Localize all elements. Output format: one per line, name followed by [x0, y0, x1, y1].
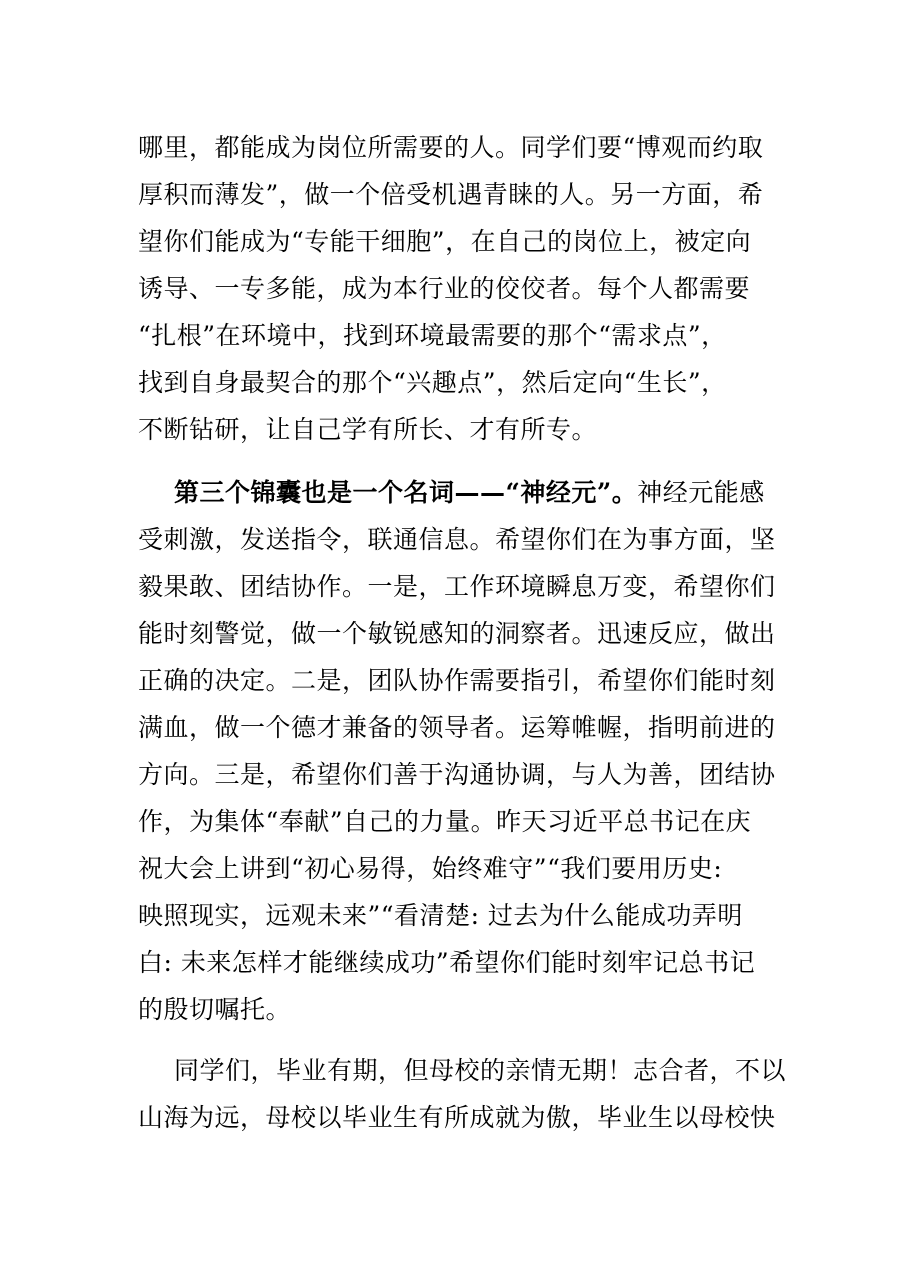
paragraph-first-line: [138, 469, 778, 516]
text-line: 方向。三是，希望你们善于沟通协调，与人为善，团结协: [138, 760, 776, 789]
text-line: 诱导、一专多能，成为本行业的佼佼者。每个人都需要: [138, 274, 751, 303]
text-line: 山海为远，母校以毕业生有所成就为傲，毕业生以母校快: [138, 1103, 776, 1132]
text-line: “扎根”在环境中，找到环境最需要的那个“需求点”，: [138, 321, 727, 350]
text-line: 满血，做一个德才兼备的领导者。运筹帷幄，指明前进的: [138, 713, 776, 742]
paragraph-1: [138, 124, 778, 453]
text-line: 作，为集体“奉献”自己的力量。昨天习近平总书记在庆: [138, 807, 752, 836]
text-line: 找到自身最契合的那个“兴趣点”，然后定向“生长”，: [138, 368, 727, 397]
text-line: 哪里，都能成为岗位所需要的人。同学们要“博观而约取: [138, 133, 764, 162]
section-heading-bold: 第三个锦囊也是一个名词——“神经元”。: [174, 478, 638, 507]
text-line: 正确的决定。二是，团队协作需要指引，希望你们能时刻: [138, 666, 776, 695]
text-line: 望你们能成为“专能干细胞”，在自己的岗位上，被定向: [138, 227, 752, 256]
paragraph-3: [138, 1047, 787, 1141]
text-line: 不断钻研，让自己学有所长、才有所专。: [138, 415, 598, 444]
text-line: 毅果敢、团结协作。一是，工作环境瞬息万变，希望你们: [138, 572, 776, 601]
paragraph-first-line: 同学们，毕业有期，但母校的亲情无期！志合者，不以: [174, 1056, 787, 1085]
text-line: 的殷切嘱托。: [138, 995, 292, 1024]
text-line: 受刺激，发送指令，联通信息。希望你们在为事方面，坚: [138, 525, 776, 554]
text-run: 神经元能感: [637, 478, 765, 507]
text-line: 映照现实，远观未来”“看清楚: 过去为什么能成功弄明: [138, 901, 743, 930]
paragraph-2: [138, 469, 778, 1033]
text-line: 祝大会上讲到“初心易得，始终难守”“我们要用历史:: [138, 854, 723, 883]
text-line: 白: 未来怎样才能继续成功”希望你们能时刻牢记总书记: [138, 948, 756, 977]
text-line: 能时刻警觉，做一个敏锐感知的洞察者。迅速反应，做出: [138, 619, 776, 648]
text-line: 厚积而薄发”，做一个倍受机遇青睐的人。另一方面，希: [138, 180, 764, 209]
